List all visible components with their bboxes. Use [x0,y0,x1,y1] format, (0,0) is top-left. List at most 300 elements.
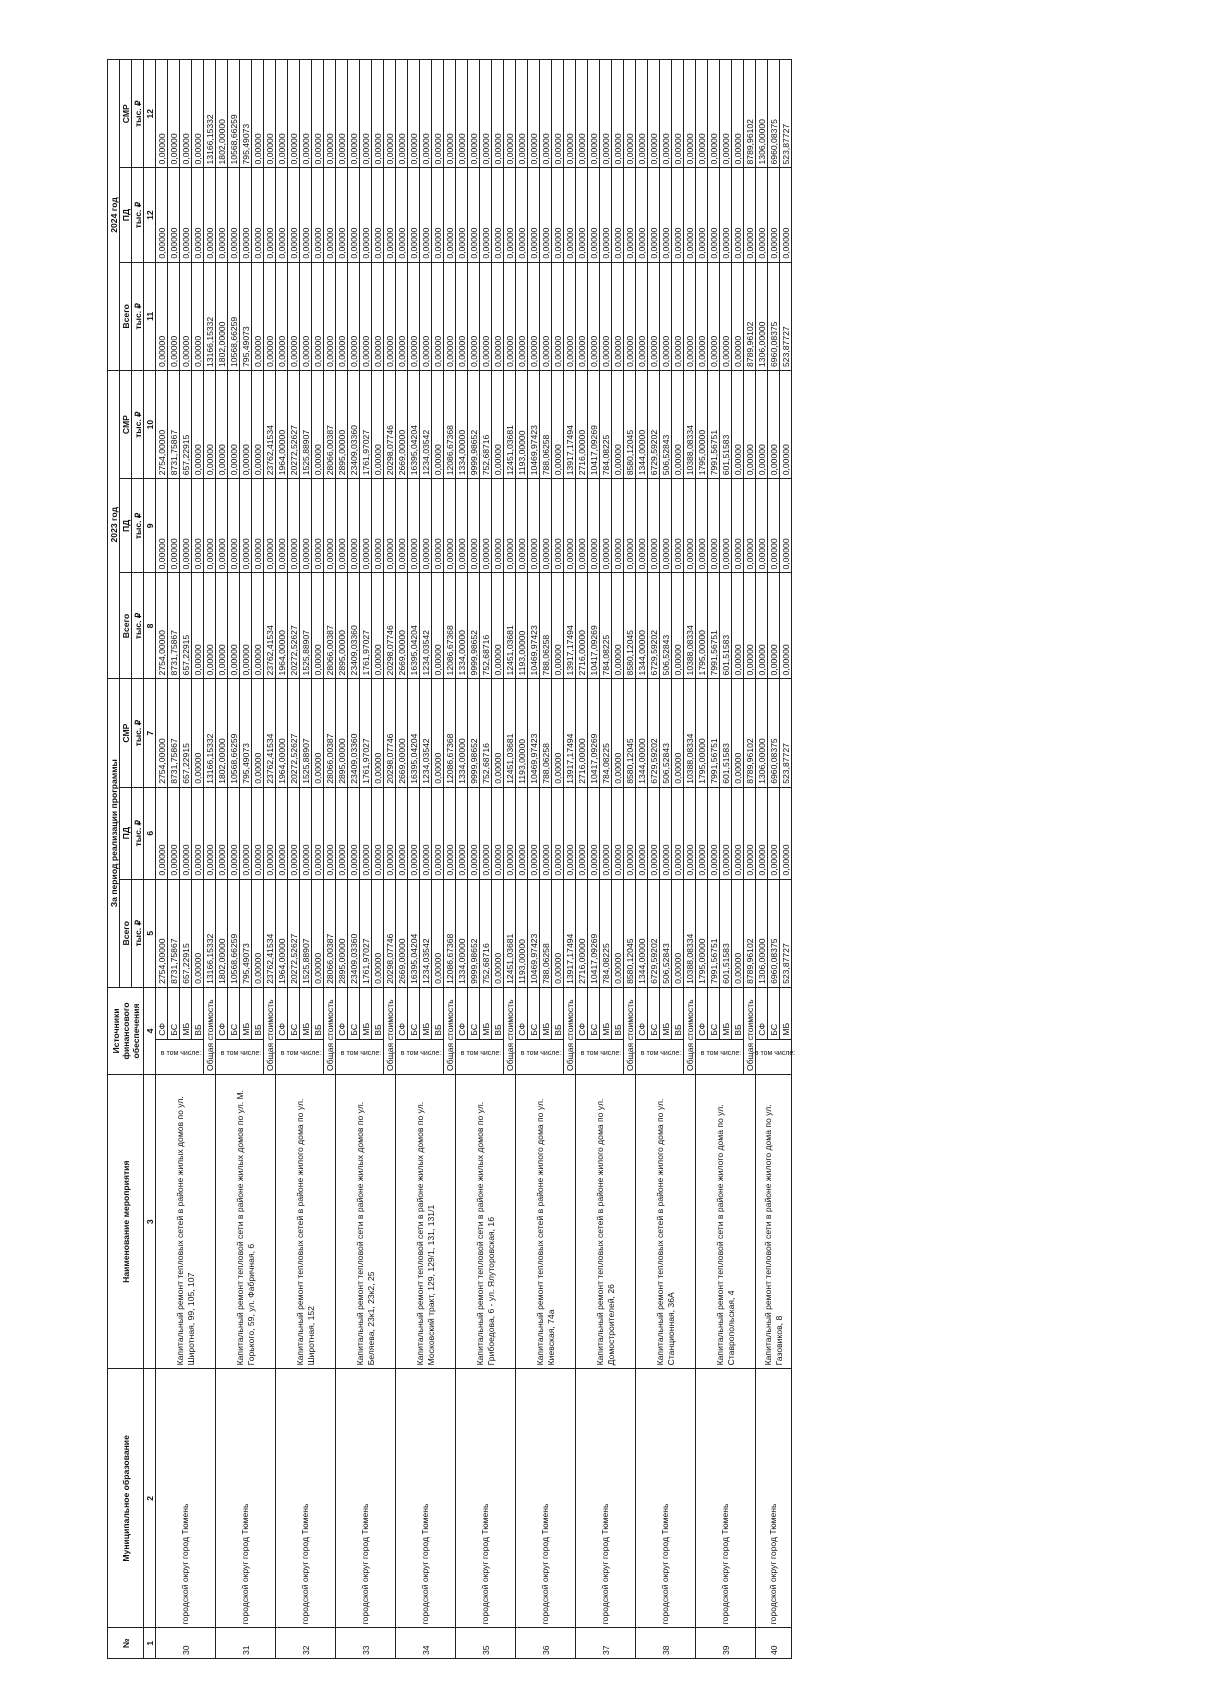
value-cell: 0,00000 [372,879,384,987]
value-cell: 0,00000 [492,370,504,478]
total-value-cell: 0,00000 [264,168,276,262]
value-cell: 0,00000 [156,60,168,168]
value-cell: 0,00000 [192,262,204,370]
municipality-cell: городской округ город Тюмень [156,1369,216,1628]
total-value-cell: 13917,17494 [564,879,576,987]
in-tom-chisle-cell [754,1039,795,1074]
column-number: 12 [144,60,156,168]
value-cell: 0,00000 [732,168,744,262]
municipality-cell: городской округ город Тюмень [576,1369,636,1628]
value-cell: 7991,56751 [708,573,720,679]
value-cell: 10568,66259 [228,879,240,987]
value-cell: 0,00000 [480,168,492,262]
total-value-cell: 28066,00387 [324,573,336,679]
value-cell: 0,00000 [480,262,492,370]
measure-name-cell: Капитальный ремонт тепловой сети в районе жилых домов по ул. Беляева, 23к1, 23к2, 25 [336,1075,396,1369]
value-cell: 1306,00000 [756,879,768,987]
value-cell: 0,00000 [540,60,552,168]
value-cell: 0,00000 [636,60,648,168]
value-cell: 0,00000 [516,479,528,573]
municipality-cell: городской округ город Тюмень [696,1369,756,1628]
total-cost-label: Общая стоимость [684,987,696,1074]
table-row [216,60,228,1659]
value-cell: 0,00000 [528,262,540,370]
value-cell: 0,00000 [348,60,360,168]
value-cell: 506,52843 [660,679,672,787]
value-cell: 0,00000 [192,879,204,987]
value-cell: 0,00000 [768,787,780,879]
value-cell: 0,00000 [300,787,312,879]
municipality-cell: городской округ город Тюмень [636,1369,696,1628]
value-cell: 1964,00000 [276,573,288,679]
total-value-cell: 0,00000 [324,479,336,573]
value-cell: 2669,00000 [396,573,408,679]
column-number: 12 [144,168,156,262]
value-cell: 0,00000 [468,262,480,370]
table-row [516,60,528,1659]
value-cell: 9999,98652 [468,679,480,787]
total-value-cell: 0,00000 [624,787,636,879]
value-cell: 0,00000 [780,573,792,679]
source-code: МБ [600,987,612,1039]
value-cell: 0,00000 [408,479,420,573]
value-cell: 0,00000 [672,168,684,262]
in-tom-chisle-cell [636,1039,684,1074]
table-row [576,60,588,1659]
source-code: БС [168,987,180,1039]
value-cell: 6729,59202 [648,370,660,478]
value-cell: 1761,97027 [360,879,372,987]
value-cell: 0,00000 [360,168,372,262]
value-cell: 784,08225 [600,879,612,987]
value-cell: 506,52843 [660,370,672,478]
value-cell: 0,00000 [756,573,768,679]
value-cell: 0,00000 [528,168,540,262]
value-cell: 0,00000 [396,479,408,573]
value-cell: 0,00000 [372,479,384,573]
value-cell: 788,06258 [540,679,552,787]
value-cell: 0,00000 [636,168,648,262]
value-cell: 1344,00000 [636,879,648,987]
measure-name-cell: Капитальный ремонт тепловых сетей в районе жилого дома по ул. Киевская, 74а [516,1075,576,1369]
value-cell: 0,00000 [672,262,684,370]
value-cell: 1964,00000 [276,879,288,987]
value-cell: 0,00000 [372,679,384,787]
in-tom-chisle-cell [396,1039,444,1074]
source-code: ВБ [372,987,384,1039]
value-cell: 0,00000 [552,262,564,370]
value-cell: 0,00000 [756,787,768,879]
value-cell: 0,00000 [312,60,324,168]
value-cell: 0,00000 [588,262,600,370]
total-value-cell: 12451,03681 [504,879,516,987]
total-cost-label: Общая стоимость [624,987,636,1074]
source-code: СФ [216,987,228,1039]
source-code: МБ [780,987,792,1039]
value-cell: 0,00000 [588,168,600,262]
source-code: СФ [396,987,408,1039]
in-tom-chisle-label: в том числе: [700,1049,741,1057]
value-cell: 10469,97423 [528,573,540,679]
total-value-cell: 10388,08334 [684,679,696,787]
value-cell: 0,00000 [420,168,432,262]
sub-header-smr: СМР [120,679,132,787]
value-cell: 0,00000 [288,262,300,370]
col-header-2023: 2023 год [108,370,120,678]
total-value-cell: 23762,41534 [264,370,276,478]
in-tom-chisle-label: в том числе: [160,1049,201,1057]
value-cell: 657,22915 [180,879,192,987]
value-cell: 0,00000 [288,479,300,573]
total-value-cell: 12451,03681 [504,573,516,679]
value-cell: 0,00000 [672,573,684,679]
value-cell: 0,00000 [576,479,588,573]
value-cell: 0,00000 [408,60,420,168]
unit-label: тыс. ₽ [132,168,144,262]
sub-header-smr: СМР [120,60,132,168]
total-value-cell: 0,00000 [684,262,696,370]
value-cell: 0,00000 [588,787,600,879]
measure-name-cell: Капитальный ремонт тепловых сетей в районе жилого дома по ул. Широтная, 152 [276,1075,336,1369]
value-cell: 0,00000 [408,787,420,879]
sub-header-total: Всего [120,262,132,370]
value-cell: 0,00000 [240,787,252,879]
value-cell: 0,00000 [612,262,624,370]
source-code: ВБ [732,987,744,1039]
value-cell: 0,00000 [408,168,420,262]
value-cell: 8731,75867 [168,879,180,987]
value-cell: 10469,97423 [528,679,540,787]
value-cell: 0,00000 [252,679,264,787]
value-cell: 0,00000 [432,479,444,573]
value-cell: 0,00000 [228,370,240,478]
value-cell: 601,51583 [720,370,732,478]
value-cell: 0,00000 [300,262,312,370]
value-cell: 0,00000 [252,370,264,478]
value-cell: 23409,03360 [348,879,360,987]
measure-name-cell: Капитальный ремонт тепловой сети в районе жилого дома по ул. Ставропольская, 4 [696,1075,756,1369]
total-value-cell: 0,00000 [324,60,336,168]
value-cell: 0,00000 [756,479,768,573]
value-cell: 0,00000 [468,787,480,879]
value-cell: 0,00000 [648,479,660,573]
col-header-2024: 2024 год [108,60,120,371]
value-cell: 657,22915 [180,370,192,478]
value-cell: 10417,09269 [588,879,600,987]
row-number: 38 [636,1628,696,1659]
value-cell: 0,00000 [720,479,732,573]
value-cell: 2669,00000 [396,370,408,478]
row-number: 33 [336,1628,396,1659]
value-cell: 0,00000 [540,168,552,262]
measure-name-cell: Капитальный ремонт тепловой сети в районе жилых домов по ул. Московский тракт, 129, 129/1, 131, 131/1 [396,1075,456,1369]
value-cell: 0,00000 [552,168,564,262]
value-cell: 0,00000 [252,573,264,679]
value-cell: 20272,52627 [288,370,300,478]
total-value-cell: 0,00000 [504,787,516,879]
row-number: 30 [156,1628,216,1659]
value-cell: 1334,00000 [456,879,468,987]
total-cost-label: Общая стоимость [564,987,576,1074]
source-code: СФ [456,987,468,1039]
value-cell: 10469,97423 [528,879,540,987]
value-cell: 0,00000 [708,168,720,262]
value-cell: 0,00000 [180,787,192,879]
value-cell: 6729,59202 [648,679,660,787]
column-number-row [144,60,156,1659]
value-cell: 0,00000 [732,573,744,679]
total-value-cell: 0,00000 [684,787,696,879]
value-cell: 0,00000 [612,787,624,879]
source-code: СФ [156,987,168,1039]
total-value-cell: 13166,15332 [204,879,216,987]
value-cell: 1344,00000 [636,573,648,679]
source-code: МБ [300,987,312,1039]
value-cell: 0,00000 [660,787,672,879]
value-cell: 0,00000 [636,479,648,573]
value-cell: 0,00000 [732,679,744,787]
total-value-cell: 0,00000 [204,168,216,262]
value-cell: 0,00000 [432,370,444,478]
value-cell: 2754,00000 [156,879,168,987]
value-cell: 0,00000 [252,479,264,573]
total-value-cell: 0,00000 [744,370,756,478]
value-cell: 0,00000 [648,168,660,262]
total-value-cell: 20298,07746 [384,370,396,478]
value-cell: 1795,00000 [696,370,708,478]
value-cell: 0,00000 [300,60,312,168]
value-cell: 0,00000 [492,262,504,370]
in-tom-chisle-cell [696,1039,744,1074]
value-cell: 784,08225 [600,679,612,787]
value-cell: 1306,00000 [756,60,768,168]
value-cell: 1234,03542 [420,879,432,987]
value-cell: 0,00000 [180,262,192,370]
value-cell: 0,00000 [612,679,624,787]
row-number: 31 [216,1628,276,1659]
value-cell: 0,00000 [288,787,300,879]
value-cell: 0,00000 [672,879,684,987]
value-cell: 0,00000 [528,787,540,879]
value-cell: 23409,03360 [348,573,360,679]
value-cell: 16395,04204 [408,879,420,987]
total-value-cell: 12451,03681 [504,679,516,787]
col-header-period: За период реализации программы [108,679,120,987]
value-cell: 0,00000 [720,262,732,370]
value-cell: 0,00000 [468,60,480,168]
total-value-cell: 0,00000 [384,168,396,262]
value-cell: 0,00000 [180,60,192,168]
row-number: 36 [516,1628,576,1659]
unit-label: тыс. ₽ [132,60,144,168]
table-row [756,60,768,1659]
value-cell: 0,00000 [180,479,192,573]
value-cell: 8731,75867 [168,573,180,679]
value-cell: 0,00000 [276,60,288,168]
sub-header-pd: ПД [120,479,132,573]
value-cell: 0,00000 [420,787,432,879]
value-cell: 0,00000 [252,262,264,370]
value-cell: 0,00000 [432,573,444,679]
value-cell: 0,00000 [552,479,564,573]
in-tom-chisle-label: в том числе: [640,1049,681,1057]
value-cell: 0,00000 [756,370,768,478]
financing-table [107,59,795,1659]
value-cell: 784,08225 [600,370,612,478]
value-cell: 0,00000 [408,262,420,370]
in-tom-chisle-label: в том числе: [520,1049,561,1057]
value-cell: 0,00000 [396,787,408,879]
value-cell: 0,00000 [708,787,720,879]
value-cell: 795,49073 [240,679,252,787]
sub-header-smr: СМР [120,370,132,478]
value-cell: 23409,03360 [348,679,360,787]
total-value-cell: 0,00000 [564,787,576,879]
value-cell: 506,52843 [660,573,672,679]
value-cell: 2716,00000 [576,370,588,478]
total-value-cell: 0,00000 [384,60,396,168]
value-cell: 0,00000 [696,479,708,573]
total-value-cell: 23762,41534 [264,573,276,679]
value-cell: 0,00000 [612,60,624,168]
value-cell: 9999,98652 [468,573,480,679]
value-cell: 0,00000 [636,787,648,879]
value-cell: 0,00000 [228,787,240,879]
value-cell: 0,00000 [312,262,324,370]
col-header-name: Наименование мероприятия [108,1075,144,1369]
value-cell: 0,00000 [468,168,480,262]
table-row [336,60,348,1659]
value-cell: 0,00000 [192,168,204,262]
sub-header-pd: ПД [120,787,132,879]
total-value-cell: 0,00000 [504,262,516,370]
value-cell: 1193,00000 [516,573,528,679]
value-cell: 0,00000 [576,787,588,879]
value-cell: 0,00000 [156,787,168,879]
total-value-cell: 0,00000 [684,60,696,168]
value-cell: 0,00000 [612,370,624,478]
value-cell: 0,00000 [516,60,528,168]
source-code: МБ [540,987,552,1039]
value-cell: 752,68716 [480,879,492,987]
source-code: ВБ [672,987,684,1039]
source-code: ВБ [252,987,264,1039]
total-value-cell: 8580,12045 [624,679,636,787]
in-tom-chisle-cell [276,1039,324,1074]
sub-header-total: Всего [120,573,132,679]
value-cell: 2754,00000 [156,370,168,478]
total-value-cell: 23762,41534 [264,679,276,787]
value-cell: 0,00000 [336,60,348,168]
municipality-cell: городской округ город Тюмень [516,1369,576,1628]
value-cell: 0,00000 [660,262,672,370]
value-cell: 0,00000 [552,573,564,679]
value-cell: 0,00000 [156,262,168,370]
value-cell: 0,00000 [588,479,600,573]
value-cell: 0,00000 [516,787,528,879]
unit-label: тыс. ₽ [132,879,144,987]
value-cell: 2895,00000 [336,679,348,787]
value-cell: 0,00000 [192,370,204,478]
value-cell: 0,00000 [432,262,444,370]
value-cell: 0,00000 [240,573,252,679]
value-cell: 0,00000 [192,573,204,679]
value-cell: 0,00000 [228,479,240,573]
value-cell: 0,00000 [396,168,408,262]
value-cell: 6960,08375 [768,60,780,168]
value-cell: 795,49073 [240,60,252,168]
value-cell: 0,00000 [432,679,444,787]
value-cell: 10568,66259 [228,679,240,787]
value-cell: 0,00000 [456,60,468,168]
in-tom-chisle-label: в том числе: [220,1049,261,1057]
value-cell: 0,00000 [492,879,504,987]
column-number: 3 [144,1075,156,1369]
value-cell: 7991,56751 [708,679,720,787]
total-value-cell: 0,00000 [684,168,696,262]
total-value-cell: 0,00000 [264,479,276,573]
value-cell: 523,87727 [780,679,792,787]
value-cell: 752,68716 [480,679,492,787]
value-cell: 523,87727 [780,262,792,370]
total-value-cell: 28066,00387 [324,879,336,987]
source-code: БС [468,987,480,1039]
value-cell: 1761,97027 [360,573,372,679]
value-cell: 0,00000 [456,787,468,879]
row-number: 35 [456,1628,516,1659]
value-cell: 0,00000 [708,479,720,573]
table-row [696,60,708,1659]
value-cell: 0,00000 [372,787,384,879]
value-cell: 0,00000 [168,262,180,370]
value-cell: 0,00000 [492,479,504,573]
col-header-source: Источники финансового обеспечения [108,987,144,1074]
total-value-cell: 0,00000 [444,262,456,370]
total-value-cell: 0,00000 [444,60,456,168]
measure-name-cell: Капитальный ремонт тепловой сети в районе жилого дома по ул. Газовиков, 8 [756,1075,792,1369]
total-value-cell: 13917,17494 [564,370,576,478]
value-cell: 0,00000 [192,787,204,879]
measure-name-cell: Капитальный ремонт тепловой сети в районе жилых домов по ул. Грибоедова, 6 - ул. Ялуторовская, 16 [456,1075,516,1369]
municipality-cell: городской округ город Тюмень [396,1369,456,1628]
value-cell: 0,00000 [768,479,780,573]
source-code: МБ [180,987,192,1039]
total-value-cell: 0,00000 [744,787,756,879]
value-cell: 1306,00000 [756,262,768,370]
value-cell: 7991,56751 [708,370,720,478]
total-value-cell: 10388,08334 [684,573,696,679]
column-number: 2 [144,1369,156,1628]
value-cell: 0,00000 [492,60,504,168]
value-cell: 0,00000 [672,787,684,879]
value-cell: 1525,88907 [300,573,312,679]
value-cell: 1964,00000 [276,370,288,478]
in-tom-chisle-cell [336,1039,384,1074]
value-cell: 0,00000 [312,787,324,879]
value-cell: 10568,66259 [228,262,240,370]
total-value-cell: 8789,96102 [744,679,756,787]
value-cell: 0,00000 [288,168,300,262]
total-value-cell: 0,00000 [564,168,576,262]
value-cell: 0,00000 [732,60,744,168]
value-cell: 523,87727 [780,879,792,987]
total-value-cell: 10388,08334 [684,370,696,478]
value-cell: 8731,75867 [168,370,180,478]
value-cell: 0,00000 [780,168,792,262]
value-cell: 0,00000 [660,168,672,262]
value-cell: 0,00000 [432,787,444,879]
source-code: МБ [240,987,252,1039]
